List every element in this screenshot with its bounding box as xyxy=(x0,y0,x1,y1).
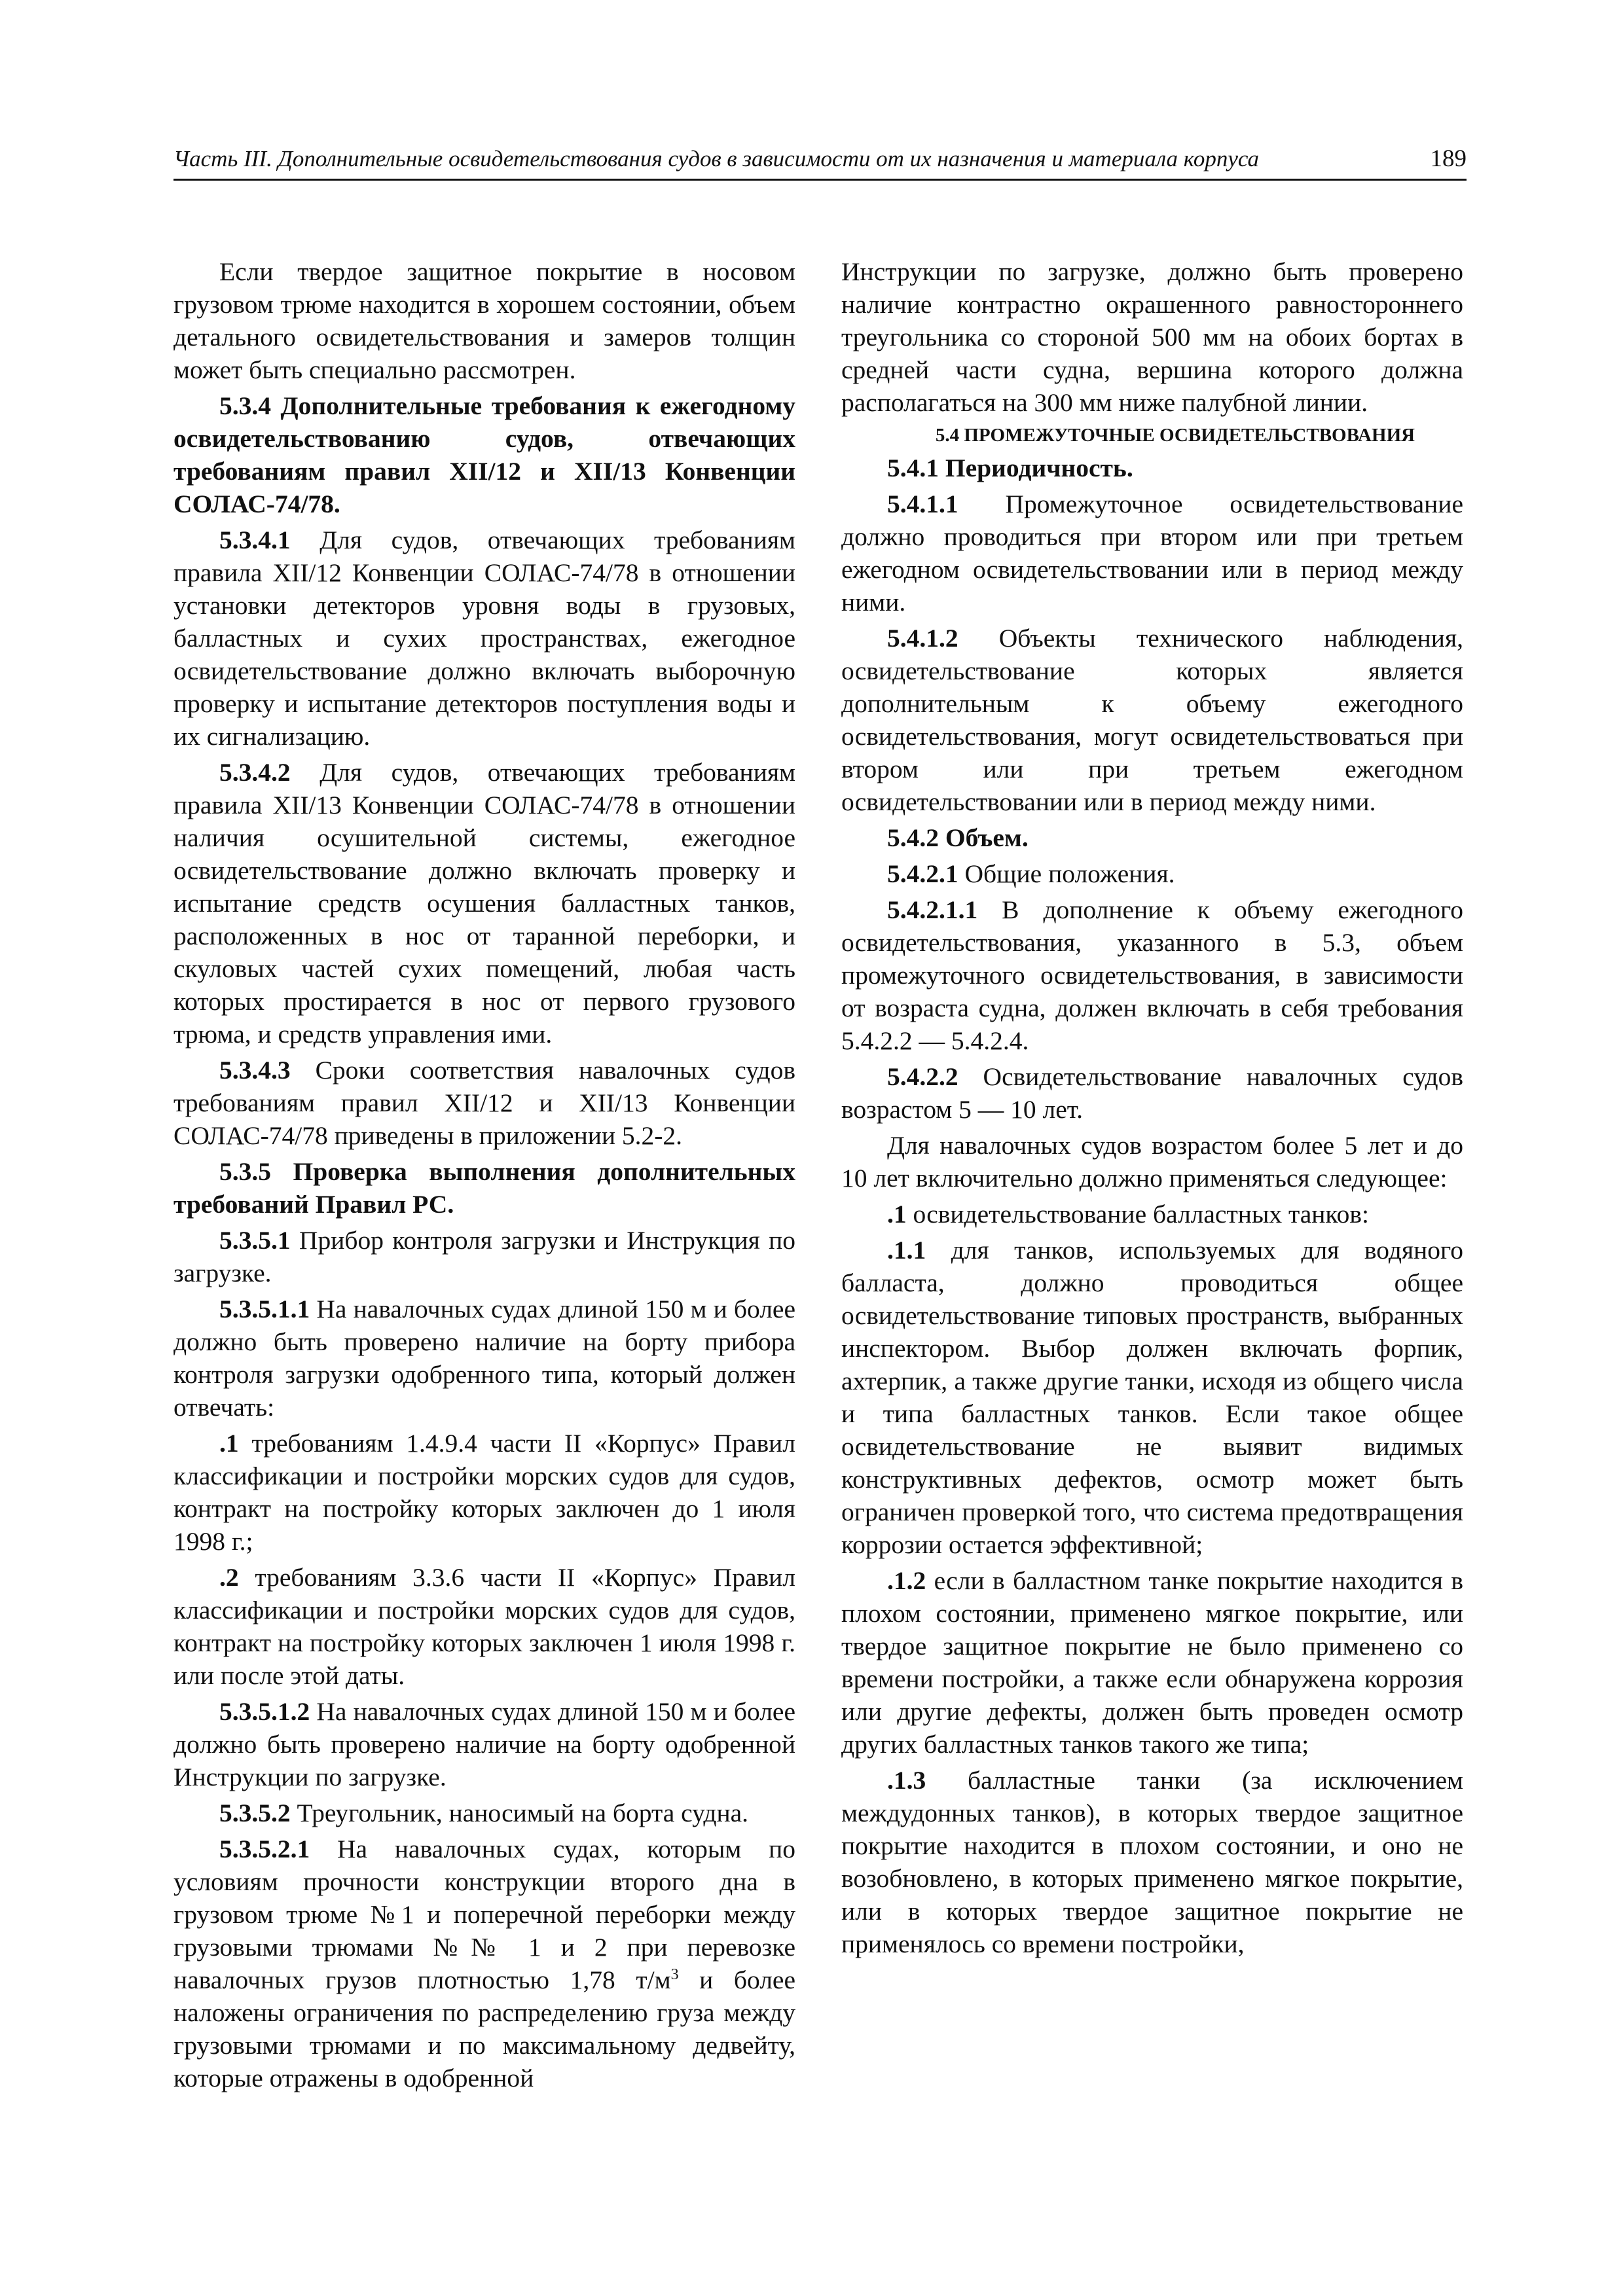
paragraph-5-4-1-1: 5.4.1.1 Промежуточное освидетельствование должно проводиться при втором или при третьем ежегодном освидетельствовании или в период между ними. xyxy=(841,490,1463,617)
paragraph-5-3-5-1-1: 5.3.5.1.1 На навалочных судах длиной 150 м и более должно быть проверено наличие на борту прибора контроля загрузки одобренного типа, который должен отвечать: xyxy=(173,1295,795,1422)
subsection-heading-5-3-4: 5.3.4 Дополнительные требования к ежегодному освидетельствованию судов, отвечающих требованиям правил XII/12 и XII/13 Конвенции СОЛАС-74/78. xyxy=(173,391,795,518)
subsection-heading-5-4-1: 5.4.1 Периодичность. xyxy=(887,454,1133,482)
page-number: 189 xyxy=(1430,145,1467,172)
paragraph-5-4-1-2: 5.4.1.2 Объекты технического наблюдения, освидетельствование которых является дополнительным к объему ежегодного освидетельствования, могут освидетельствоваться при втором или при третьем ежегодном освидетельствовании или в период между ними. xyxy=(841,624,1463,816)
list-item-1-2: .1.2 если в балластном танке покрытие находится в плохом состоянии, применено мягкое покрытие, или твердое защитное покрытие не было применено со времени постройки, а также если обнаружена коррозия или другие дефекты, должен быть проведен осмотр других балластных танков такого же типа; xyxy=(841,1566,1463,1759)
list-item-1: .1 освидетельствование балластных танков: xyxy=(887,1200,1369,1229)
paragraph-5-4-2-1: 5.4.2.1 Общие положения. xyxy=(887,859,1175,888)
paragraph-5-3-4-2: 5.3.4.2 Для судов, отвечающих требованиям правила XII/13 Конвенции СОЛАС-74/78 в отношении наличия осушительной системы, ежегодное освидетельствование должно включать проверку и испытание средств осушения балластных танков, расположенных в нос от таранной переборки, и скуловых частей сухих помещений, любая часть которых простирается в нос от первого грузового трюма, и средств управления ими. xyxy=(173,758,795,1049)
section-heading-5-4: 5.4 ПРОМЕЖУТОЧНЫЕ ОСВИДЕТЕЛЬСТВОВАНИЯ xyxy=(935,425,1415,446)
paragraph-5-4-2-2: 5.4.2.2 Освидетельствование навалочных судов возрастом 5 — 10 лет. xyxy=(841,1062,1463,1124)
paragraph-5-3-5-2-1: 5.3.5.2.1 На навалочных судах, которым по условиям прочности конструкции второго дна в грузовом трюме №1 и поперечной переборки между грузовыми трюмами №№ 1 и 2 при перевозке навалочных грузов плотностью 1,78 $т/м^3$ и более наложены ограничения по распределению груза между грузовыми трюмами и по максимальному дедвейту, которые отражены в одобренной xyxy=(173,1835,795,2092)
subsection-heading-5-3-5: 5.3.5 Проверка выполнения дополнительных требований Правил РС. xyxy=(173,1157,795,1219)
list-item-1-1: .1.1 для танков, используемых для водяного балласта, должно проводиться общее освидетельствование типовых пространств, выбранных инспектором. Выбор должен включать форпик, ахтерпик, а также другие танки, исходя из общего числа и типа балластных танков. Если такое общее освидетельствование не выявит видимых конструктивных дефектов, осмотр может быть ограничен проверкой того, что система предотвращения коррозии остается эффективной; xyxy=(841,1236,1463,1559)
left-column xyxy=(173,255,795,2098)
header-title: Часть III. Дополнительные освидетельствования судов в зависимости от их назначения и материала корпуса xyxy=(173,146,1259,171)
list-item-1: .1 требованиям 1.4.9.4 части II «Корпус» Правил классификации и постройки морских судов для судов, контракт на постройку которых заключен до 1 июля 1998 г.; xyxy=(173,1429,795,1556)
subsection-heading-5-4-2: 5.4.2 Объем. xyxy=(887,823,1029,852)
list-item-2: .2 требованиям 3.3.6 части II «Корпус» Правил классификации и постройки морских судов для судов, контракт на постройку которых заключен 1 июля 1998 г. или после этой даты. xyxy=(173,1563,795,1690)
paragraph-5-3-5-1-2: 5.3.5.1.2 На навалочных судах длиной 150 м и более должно быть проверено наличие на борту одобренной Инструкции по загрузке. xyxy=(173,1697,795,1791)
paragraph-5-3-4-3: 5.3.4.3 Сроки соответствия навалочных судов требованиям правил XII/12 и XII/13 Конвенции СОЛАС-74/78 приведены в приложении 5.2-2. xyxy=(173,1056,795,1150)
paragraph-5-3-5-2: 5.3.5.2 Треугольник, наносимый на борта судна. xyxy=(219,1799,749,1827)
running-header xyxy=(173,141,1467,181)
paragraph: Если твердое защитное покрытие в носовом грузовом трюме находится в хорошем состоянии, объем детального освидетельствования и замеров толщин может быть специально рассмотрен. xyxy=(173,257,795,384)
paragraph-5-3-5-1: 5.3.5.1 Прибор контроля загрузки и Инструкция по загрузке. xyxy=(173,1226,795,1287)
right-column xyxy=(841,255,1463,1964)
paragraph-5-4-2-1-1: 5.4.2.1.1 В дополнение к объему ежегодного освидетельствования, указанного в 5.3, объем промежуточного освидетельствования, в зависимости от возраста судна, должен включать в себя требования 5.4.2.2 — 5.4.2.4. xyxy=(841,895,1463,1055)
paragraph-5-3-4-1: 5.3.4.1 Для судов, отвечающих требованиям правила XII/12 Конвенции СОЛАС-74/78 в отношении установки детекторов уровня воды в грузовых, балластных и сухих пространствах, ежегодное освидетельствование должно включать выборочную проверку и испытание детекторов поступления воды и их сигнализацию. xyxy=(173,526,795,751)
list-item-1-3: .1.3 балластные танки (за исключением междудонных танков), в которых твердое защитное покрытие находится в плохом состоянии, и оно не возобновлено, в которых применено мягкое покрытие, или в которых твердое защитное покрытие не применялось со времени постройки, xyxy=(841,1766,1463,1958)
paragraph-continued: Инструкции по загрузке, должно быть проверено наличие контрастно окрашенного равностороннего треугольника со стороной 500 мм на обоих бортах в средней части судна, вершина которого должна располагаться на 300 мм ниже палубной линии. xyxy=(841,257,1463,417)
paragraph: Для навалочных судов возрастом более 5 лет и до 10 лет включительно должно применяться следующее: xyxy=(841,1131,1463,1193)
